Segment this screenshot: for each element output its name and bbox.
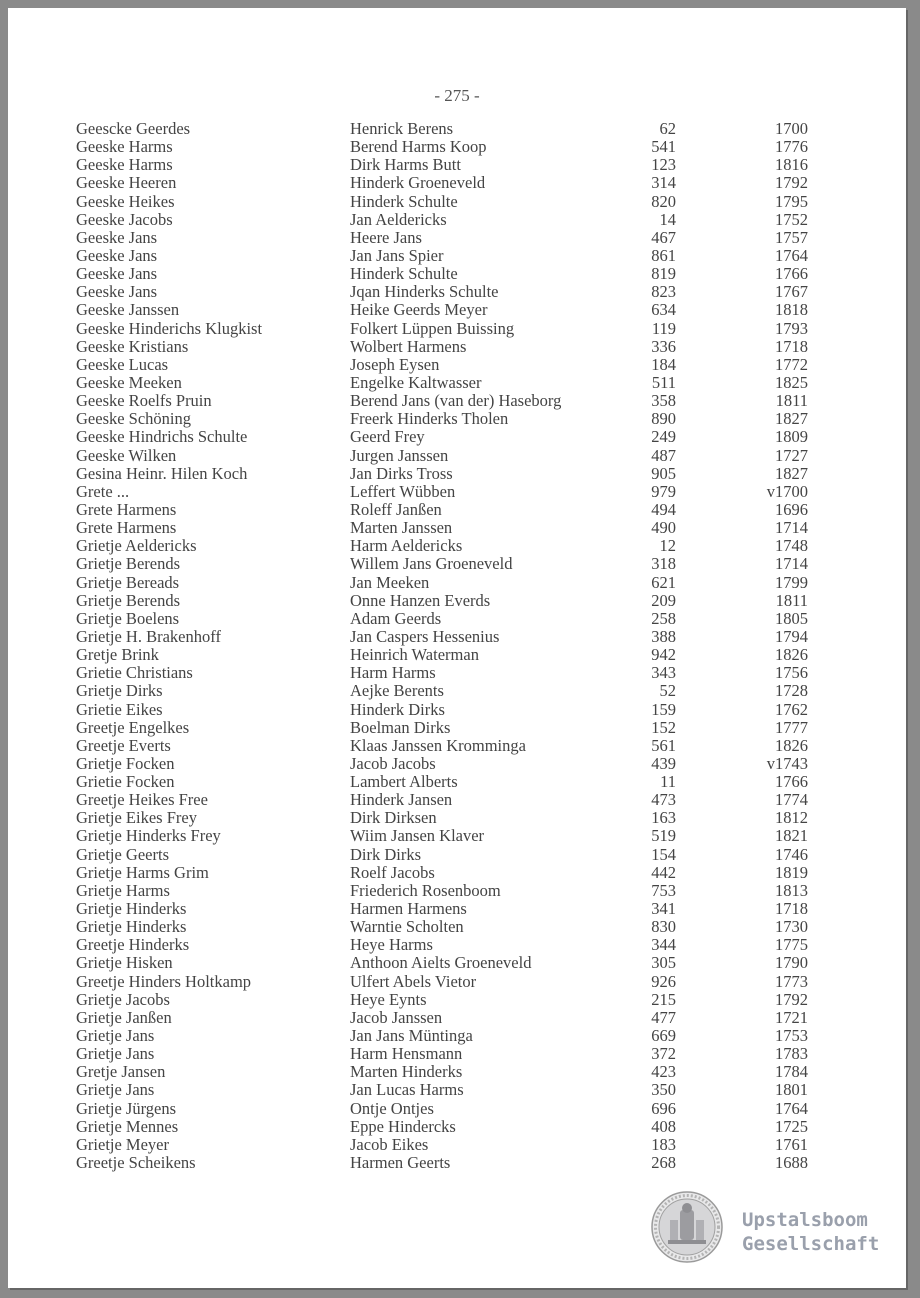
entry-number: 519: [651, 826, 676, 846]
table-row: [8, 555, 906, 573]
wife-name: Grietje Hinderks: [76, 917, 187, 937]
wife-name: Grietje Jürgens: [76, 1098, 177, 1118]
wife-name: Grietje Hinderks Frey: [76, 826, 221, 846]
document-page: [8, 8, 906, 1288]
marriage-year: 1730: [775, 917, 808, 937]
entry-number: 152: [651, 717, 676, 737]
husband-name: Friederich Rosenboom: [350, 880, 501, 900]
table-row: [8, 501, 906, 519]
wife-name: Geeske Roelfs Pruin: [76, 391, 212, 411]
wife-name: Grietie Focken: [76, 772, 175, 792]
husband-name: Hinderk Schulte: [350, 191, 458, 211]
table-row: [8, 954, 906, 972]
table-row: [8, 1081, 906, 1099]
register-table: [8, 120, 906, 1172]
entry-number: 634: [651, 300, 676, 320]
wife-name: Geeske Wilken: [76, 445, 177, 465]
entry-number: 123: [651, 155, 676, 175]
entry-number: 561: [651, 735, 676, 755]
husband-name: Onne Hanzen Everds: [350, 590, 491, 610]
entry-number: 215: [651, 989, 676, 1009]
entry-number: 442: [651, 862, 676, 882]
marriage-year: 1727: [775, 445, 808, 465]
wife-name: Grietje Mennes: [76, 1116, 179, 1136]
table-row: [8, 773, 906, 791]
entry-number: 388: [651, 626, 676, 646]
husband-name: Dirk Dirksen: [350, 808, 437, 828]
entry-number: 183: [651, 1134, 676, 1154]
table-row: [8, 973, 906, 991]
husband-name: Heinrich Waterman: [350, 645, 479, 665]
table-row: [8, 283, 906, 301]
husband-name: Wiim Jansen Klaver: [350, 826, 485, 846]
wife-name: Geeske Schöning: [76, 409, 192, 429]
husband-name: Leffert Wübben: [350, 481, 456, 501]
marriage-year: 1700: [775, 119, 808, 138]
wife-name: Grietje Berends: [76, 590, 181, 610]
marriage-year: 1764: [775, 245, 808, 265]
wife-name: Grietje Aeldericks: [76, 536, 197, 556]
marriage-year: 1764: [775, 1098, 808, 1118]
wife-name: Grete Harmens: [76, 499, 177, 519]
table-row: [8, 664, 906, 682]
marriage-year: 1762: [775, 699, 808, 719]
wife-name: Grietje Jans: [76, 1044, 155, 1064]
wife-name: Greetje Scheikens: [76, 1153, 196, 1173]
marriage-year: 1801: [775, 1080, 808, 1100]
husband-name: Harmen Harmens: [350, 899, 467, 919]
husband-name: Anthoon Aielts Groeneveld: [350, 953, 532, 973]
entry-number: 423: [651, 1062, 676, 1082]
marriage-year: 1792: [775, 989, 808, 1009]
wife-name: Gretje Brink: [76, 645, 159, 665]
marriage-year: 1812: [775, 808, 808, 828]
table-row: [8, 701, 906, 719]
table-row: [8, 519, 906, 537]
entry-number: 358: [651, 391, 676, 411]
wife-name: Grietie Christians: [76, 663, 193, 683]
wife-name: Grietje Jans: [76, 1026, 155, 1046]
entry-number: 487: [651, 445, 676, 465]
husband-name: Klaas Janssen Kromminga: [350, 735, 526, 755]
entry-number: 467: [651, 227, 676, 247]
table-row: [8, 1136, 906, 1154]
table-row: [8, 882, 906, 900]
marriage-year: 1714: [775, 518, 808, 538]
marriage-year: 1826: [775, 735, 808, 755]
entry-number: 819: [651, 264, 676, 284]
wife-name: Geeske Harms: [76, 155, 173, 175]
entry-number: 494: [651, 499, 676, 519]
table-row: [8, 900, 906, 918]
marriage-year: 1819: [775, 862, 808, 882]
entry-number: 979: [651, 481, 676, 501]
wife-name: Grietje Eikes Frey: [76, 808, 197, 828]
marriage-year: 1718: [775, 336, 808, 356]
table-row: [8, 574, 906, 592]
marriage-year: v1700: [766, 481, 808, 501]
entry-number: 820: [651, 191, 676, 211]
marriage-year: 1767: [775, 282, 808, 302]
page-number: - 275 -: [434, 86, 480, 105]
wife-name: Greetje Everts: [76, 735, 171, 755]
marriage-year: 1783: [775, 1044, 808, 1064]
wife-name: Gretje Jansen: [76, 1062, 166, 1082]
table-row: [8, 465, 906, 483]
wife-name: Greetje Heikes Free: [76, 790, 208, 810]
marriage-year: 1766: [775, 264, 808, 284]
entry-number: 473: [651, 790, 676, 810]
marriage-year: 1795: [775, 191, 808, 211]
marriage-year: 1793: [775, 318, 808, 338]
entry-number: 318: [651, 554, 676, 574]
wife-name: Grete ...: [76, 481, 130, 501]
table-row: [8, 138, 906, 156]
marriage-year: 1696: [775, 499, 808, 519]
entry-number: 14: [659, 209, 676, 229]
wife-name: Grietje Jacobs: [76, 989, 170, 1009]
marriage-year: 1725: [775, 1116, 808, 1136]
husband-name: Hinderk Jansen: [350, 790, 453, 810]
entry-number: 209: [651, 590, 676, 610]
marriage-year: 1752: [775, 209, 808, 229]
wife-name: Grietje Meyer: [76, 1134, 169, 1154]
marriage-year: 1753: [775, 1026, 808, 1046]
wife-name: Grete Harmens: [76, 518, 177, 538]
wife-name: Grietje Focken: [76, 753, 175, 773]
table-row: [8, 1063, 906, 1081]
marriage-year: 1773: [775, 971, 808, 991]
husband-name: Joseph Eysen: [350, 354, 440, 374]
marriage-year: 1775: [775, 935, 808, 955]
table-row: [8, 483, 906, 501]
marriage-year: 1777: [775, 717, 808, 737]
husband-name: Jacob Eikes: [350, 1134, 429, 1154]
entry-number: 268: [651, 1153, 676, 1173]
husband-name: Engelke Kaltwasser: [350, 372, 482, 392]
entry-number: 753: [651, 880, 676, 900]
husband-name: Harm Hensmann: [350, 1044, 463, 1064]
table-row: [8, 265, 906, 283]
table-row: [8, 1009, 906, 1027]
logo-line-2: Gesellschaft: [742, 1233, 880, 1255]
entry-number: 12: [659, 536, 676, 556]
table-row: [8, 447, 906, 465]
husband-name: Harmen Geerts: [350, 1153, 451, 1173]
marriage-year: 1748: [775, 536, 808, 556]
marriage-year: 1826: [775, 645, 808, 665]
husband-name: Marten Janssen: [350, 518, 453, 538]
wife-name: Geescke Geerdes: [76, 119, 191, 138]
table-row: [8, 156, 906, 174]
husband-name: Heye Harms: [350, 935, 433, 955]
marriage-year: 1766: [775, 772, 808, 792]
marriage-year: 1794: [775, 626, 808, 646]
wife-name: Geeske Kristians: [76, 336, 189, 356]
marriage-year: 1811: [775, 391, 808, 411]
husband-name: Jurgen Janssen: [350, 445, 449, 465]
husband-name: Ulfert Abels Vietor: [350, 971, 477, 991]
husband-name: Roelf Jacobs: [350, 862, 435, 882]
table-row: [8, 610, 906, 628]
marriage-year: 1714: [775, 554, 808, 574]
marriage-year: 1816: [775, 155, 808, 175]
marriage-year: 1721: [775, 1007, 808, 1027]
husband-name: Eppe Hindercks: [350, 1116, 456, 1136]
entry-number: 341: [651, 899, 676, 919]
husband-name: Ontje Ontjes: [350, 1098, 434, 1118]
husband-name: Folkert Lüppen Buissing: [350, 318, 515, 338]
table-row: [8, 320, 906, 338]
entry-number: 861: [651, 245, 676, 265]
logo-line-1: Upstalsboom: [742, 1209, 868, 1231]
table-row: [8, 174, 906, 192]
entry-number: 439: [651, 753, 676, 773]
table-row: [8, 791, 906, 809]
table-row: [8, 827, 906, 845]
wife-name: Grietje Boelens: [76, 608, 180, 628]
seal-icon: [650, 1190, 724, 1264]
marriage-year: 1772: [775, 354, 808, 374]
wife-name: Grietje Berends: [76, 554, 181, 574]
entry-number: 669: [651, 1026, 676, 1046]
entry-number: 343: [651, 663, 676, 683]
table-row: [8, 537, 906, 555]
husband-name: Warntie Scholten: [350, 917, 464, 937]
husband-name: Berend Harms Koop: [350, 137, 487, 157]
wife-name: Grietje Hinderks: [76, 899, 187, 919]
wife-name: Greetje Engelkes: [76, 717, 190, 737]
husband-name: Jan Jans Spier: [350, 245, 444, 265]
entry-number: 830: [651, 917, 676, 937]
wife-name: Geeske Jans: [76, 264, 158, 284]
wife-name: Geeske Harms: [76, 137, 173, 157]
husband-name: Harm Harms: [350, 663, 436, 683]
table-row: [8, 719, 906, 737]
wife-name: Geeske Jans: [76, 245, 158, 265]
wife-name: Grietje Jans: [76, 1080, 155, 1100]
entry-number: 258: [651, 608, 676, 628]
husband-name: Jan Dirks Tross: [350, 463, 453, 483]
husband-name: Heye Eynts: [350, 989, 427, 1009]
entry-number: 823: [651, 282, 676, 302]
entry-number: 305: [651, 953, 676, 973]
wife-name: Grietie Eikes: [76, 699, 163, 719]
marriage-year: 1756: [775, 663, 808, 683]
entry-number: 511: [651, 372, 676, 392]
entry-number: 408: [651, 1116, 676, 1136]
table-row: [8, 247, 906, 265]
table-row: [8, 592, 906, 610]
society-logo: [650, 1188, 900, 1278]
entry-number: 926: [651, 971, 676, 991]
husband-name: Boelman Dirks: [350, 717, 451, 737]
table-row: [8, 301, 906, 319]
marriage-year: 1813: [775, 880, 808, 900]
marriage-year: 1827: [775, 409, 808, 429]
table-row: [8, 864, 906, 882]
wife-name: Geeske Hindrichs Schulte: [76, 427, 248, 447]
wife-name: Geeske Jans: [76, 282, 158, 302]
table-row: [8, 755, 906, 773]
wife-name: Greetje Hinders Holtkamp: [76, 971, 252, 991]
entry-number: 490: [651, 518, 676, 538]
table-row: [8, 356, 906, 374]
marriage-year: 1821: [775, 826, 808, 846]
table-row: [8, 737, 906, 755]
husband-name: Jan Caspers Hessenius: [350, 626, 500, 646]
marriage-year: 1825: [775, 372, 808, 392]
wife-name: Grietje Hisken: [76, 953, 173, 973]
table-row: [8, 338, 906, 356]
entry-number: 52: [659, 681, 676, 701]
marriage-year: 1784: [775, 1062, 808, 1082]
marriage-year: 1757: [775, 227, 808, 247]
table-row: [8, 1154, 906, 1172]
table-row: [8, 193, 906, 211]
table-row: [8, 392, 906, 410]
husband-name: Roleff Janßen: [350, 499, 442, 519]
marriage-year: v1743: [766, 753, 808, 773]
entry-number: 314: [651, 173, 676, 193]
husband-name: Jan Meeken: [350, 572, 430, 592]
marriage-year: 1811: [775, 590, 808, 610]
wife-name: Geeske Heeren: [76, 173, 177, 193]
entry-number: 119: [651, 318, 676, 338]
wife-name: Grietje Dirks: [76, 681, 163, 701]
entry-number: 890: [651, 409, 676, 429]
marriage-year: 1776: [775, 137, 808, 157]
entry-number: 942: [651, 645, 676, 665]
table-row: [8, 809, 906, 827]
marriage-year: 1809: [775, 427, 808, 447]
wife-name: Grietje H. Brakenhoff: [76, 626, 221, 646]
table-row: [8, 374, 906, 392]
marriage-year: 1728: [775, 681, 808, 701]
marriage-year: 1790: [775, 953, 808, 973]
marriage-year: 1688: [775, 1153, 808, 1173]
entry-number: 249: [651, 427, 676, 447]
marriage-year: 1718: [775, 899, 808, 919]
table-row: [8, 410, 906, 428]
husband-name: Heere Jans: [350, 227, 422, 247]
husband-name: Marten Hinderks: [350, 1062, 463, 1082]
entry-number: 163: [651, 808, 676, 828]
entry-number: 344: [651, 935, 676, 955]
marriage-year: 1827: [775, 463, 808, 483]
marriage-year: 1746: [775, 844, 808, 864]
entry-number: 62: [659, 119, 676, 138]
wife-name: Greetje Hinderks: [76, 935, 190, 955]
table-row: [8, 918, 906, 936]
husband-name: Hinderk Groeneveld: [350, 173, 486, 193]
husband-name: Dirk Harms Butt: [350, 155, 461, 175]
wife-name: Gesina Heinr. Hilen Koch: [76, 463, 248, 483]
husband-name: Aejke Berents: [350, 681, 444, 701]
table-row: [8, 846, 906, 864]
husband-name: Harm Aeldericks: [350, 536, 463, 556]
husband-name: Jan Aeldericks: [350, 209, 447, 229]
wife-name: Geeske Jans: [76, 227, 158, 247]
husband-name: Hinderk Dirks: [350, 699, 445, 719]
entry-number: 696: [651, 1098, 676, 1118]
husband-name: Jqan Hinderks Schulte: [350, 282, 499, 302]
table-row: [8, 936, 906, 954]
wife-name: Grietje Harms Grim: [76, 862, 209, 882]
marriage-year: 1805: [775, 608, 808, 628]
marriage-year: 1761: [775, 1134, 808, 1154]
table-row: [8, 1027, 906, 1045]
wife-name: Geeske Meeken: [76, 372, 182, 392]
entry-number: 154: [651, 844, 676, 864]
table-row: [8, 682, 906, 700]
entry-number: 11: [660, 772, 676, 792]
table-row: [8, 991, 906, 1009]
wife-name: Grietje Geerts: [76, 844, 169, 864]
entry-number: 336: [651, 336, 676, 356]
marriage-year: 1774: [775, 790, 808, 810]
husband-name: Jacob Janssen: [350, 1007, 443, 1027]
table-row: [8, 229, 906, 247]
husband-name: Freerk Hinderks Tholen: [350, 409, 509, 429]
husband-name: Lambert Alberts: [350, 772, 458, 792]
entry-number: 621: [651, 572, 676, 592]
husband-name: Adam Geerds: [350, 608, 442, 628]
wife-name: Geeske Hinderichs Klugkist: [76, 318, 263, 338]
husband-name: Berend Jans (van der) Haseborg: [350, 391, 562, 411]
husband-name: Wolbert Harmens: [350, 336, 467, 356]
husband-name: Jan Jans Müntinga: [350, 1026, 473, 1046]
marriage-year: 1792: [775, 173, 808, 193]
entry-number: 477: [651, 1007, 676, 1027]
table-row: [8, 428, 906, 446]
husband-name: Jacob Jacobs: [350, 753, 436, 773]
marriage-year: 1799: [775, 572, 808, 592]
husband-name: Henrick Berens: [350, 119, 454, 138]
table-row: [8, 211, 906, 229]
entry-number: 905: [651, 463, 676, 483]
table-row: [8, 628, 906, 646]
entry-number: 372: [651, 1044, 676, 1064]
table-row: [8, 646, 906, 664]
marriage-year: 1818: [775, 300, 808, 320]
wife-name: Grietje Harms: [76, 880, 170, 900]
entry-number: 350: [651, 1080, 676, 1100]
table-row: [8, 120, 906, 138]
table-row: [8, 1045, 906, 1063]
entry-number: 184: [651, 354, 676, 374]
husband-name: Heike Geerds Meyer: [350, 300, 488, 320]
wife-name: Geeske Janssen: [76, 300, 180, 320]
husband-name: Geerd Frey: [350, 427, 425, 447]
husband-name: Jan Lucas Harms: [350, 1080, 464, 1100]
entry-number: 159: [651, 699, 676, 719]
table-row: [8, 1118, 906, 1136]
husband-name: Dirk Dirks: [350, 844, 422, 864]
wife-name: Grietje Bereads: [76, 572, 180, 592]
entry-number: 541: [651, 137, 676, 157]
wife-name: Grietje Janßen: [76, 1007, 172, 1027]
wife-name: Geeske Lucas: [76, 354, 169, 374]
wife-name: Geeske Jacobs: [76, 209, 173, 229]
husband-name: Hinderk Schulte: [350, 264, 458, 284]
table-row: [8, 1100, 906, 1118]
husband-name: Willem Jans Groeneveld: [350, 554, 513, 574]
wife-name: Geeske Heikes: [76, 191, 175, 211]
